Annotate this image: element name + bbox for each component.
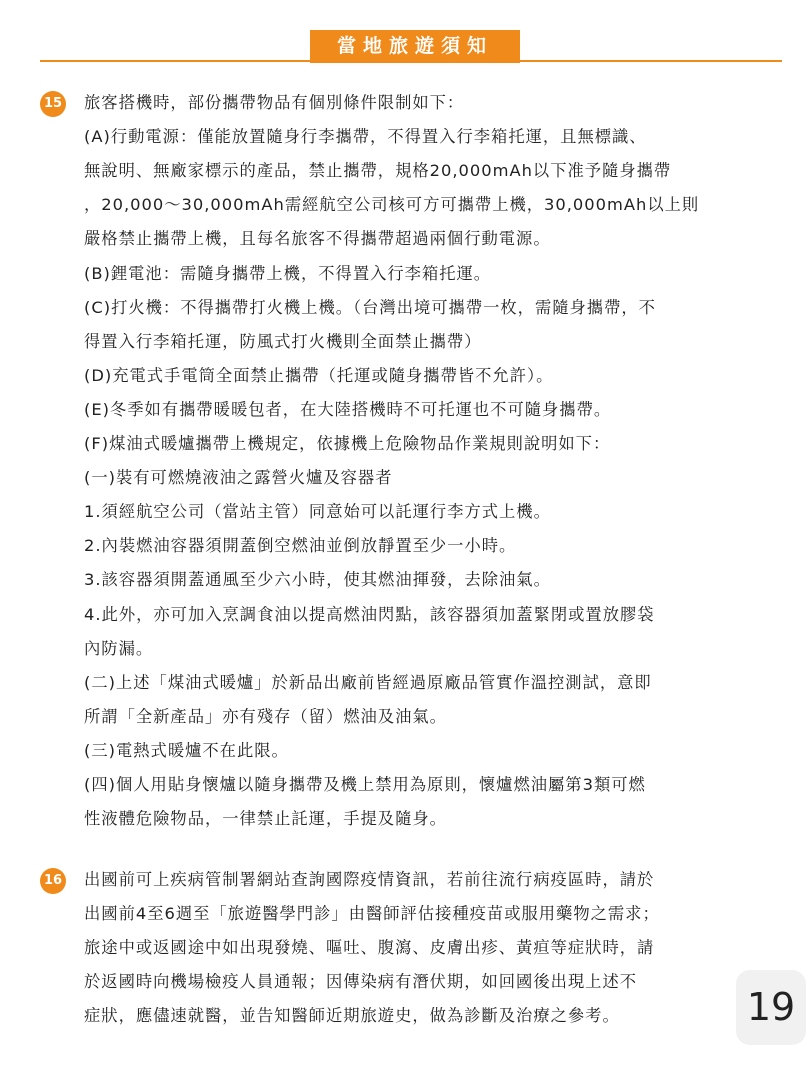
paragraph-line: (三)電熱式暖爐不在此限。 xyxy=(84,740,289,760)
item-number-badge: 16 xyxy=(40,868,66,894)
paragraph-line: (D)充電式手電筒全面禁止攜帶（托運或隨身攜帶皆不允許）。 xyxy=(84,365,554,385)
paragraph-line: 旅途中或返國途中如出現發燒、嘔吐、腹瀉、皮膚出疹、黃疸等症狀時，請 xyxy=(84,938,655,958)
paragraph-line: 內防漏。 xyxy=(84,638,154,658)
paragraph-line: 得置入行李箱托運，防風式打火機則全面禁止攜帶） xyxy=(84,331,482,351)
paragraph-line: (A)行動電源：僅能放置隨身行李攜帶，不得置入行李箱托運，且無標識、 xyxy=(84,127,647,147)
paragraph-line: 1.須經航空公司（當站主管）同意始可以託運行李方式上機。 xyxy=(84,502,551,522)
paragraph-line: (四)個人用貼身懷爐以隨身攜帶及機上禁用為原則，懷爐燃油屬第3類可燃 xyxy=(84,775,646,794)
paragraph-line: (一)裝有可燃燒液油之露營火爐及容器者 xyxy=(84,468,393,488)
paragraph-line: (C)打火機：不得攜帶打火機上機。（台灣出境可攜帶一枚，需隨身攜帶，不 xyxy=(84,297,656,317)
paragraph-line: 3.該容器須開蓋通風至少六小時，使其燃油揮發，去除油氣。 xyxy=(84,570,551,590)
paragraph-line: 症狀，應儘速就醫，並告知醫師近期旅遊史，做為診斷及治療之參考。 xyxy=(84,1006,620,1026)
paragraph-line: 無說明、無廠家標示的產品，禁止攜帶，規格20,000mAh以下准予隨身攜帶 xyxy=(84,161,672,181)
paragraph-line: 旅客搭機時，部份攜帶物品有個別條件限制如下： xyxy=(84,93,465,112)
item-number-badge: 15 xyxy=(40,91,66,117)
paragraph-line: (E)冬季如有攜帶暖暖包者，在大陸搭機時不可托運也不可隨身攜帶。 xyxy=(84,399,612,419)
paragraph-line: 嚴格禁止攜帶上機，且每名旅客不得攜帶超過兩個行動電源。 xyxy=(84,229,551,249)
page-number: 19 xyxy=(736,970,806,1045)
paragraph-line: (F)煤油式暖爐攜帶上機規定，依據機上危險物品作業規則說明如下： xyxy=(84,434,611,453)
paragraph-line: (二)上述「煤油式暖爐」於新品出廠前皆經過原廠品管實作溫控測試，意即 xyxy=(84,672,652,692)
paragraph-line: 4.此外，亦可加入烹調食油以提高燃油閃點，該容器須加蓋緊閉或置放膠袋 xyxy=(84,604,655,624)
paragraph-line: 2.內裝燃油容器須開蓋倒空燃油並倒放靜置至少一小時。 xyxy=(84,536,517,556)
paragraph-line: 出國前4至6週至「旅遊醫學門診」由醫師評估接種疫苗或服用藥物之需求； xyxy=(84,904,660,924)
paragraph-line: (B)鋰電池：需隨身攜帶上機，不得置入行李箱托運。 xyxy=(84,263,492,283)
paragraph-line: 於返國時向機場檢疫人員通報；因傳染病有潛伏期，如回國後出現上述不 xyxy=(84,972,638,992)
page-title: 當地旅遊須知 xyxy=(310,30,520,63)
paragraph-line: 出國前可上疾病管制署網站查詢國際疫情資訊，若前往流行病疫區時，請於 xyxy=(84,870,655,889)
paragraph-line: 所謂「全新產品」亦有殘存（留）燃油及油氣。 xyxy=(84,706,447,726)
paragraph-line: 性液體危險物品，一律禁止託運，手提及隨身。 xyxy=(84,809,447,829)
paragraph-line: ，20,000～30,000mAh需經航空公司核可方可攜帶上機，30,000mAh以上則 xyxy=(84,195,700,215)
